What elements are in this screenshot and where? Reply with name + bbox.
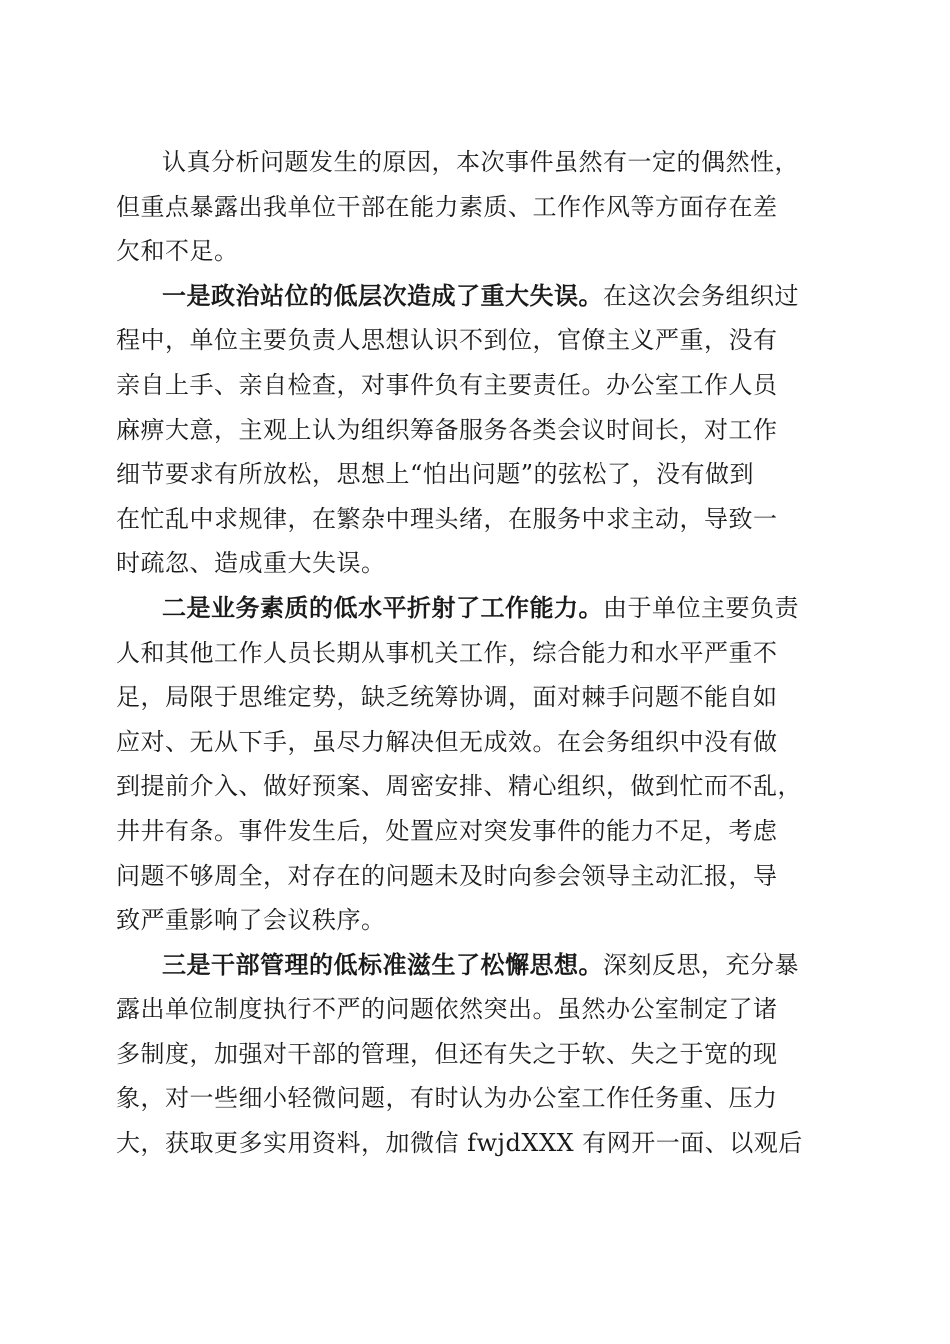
paragraph-4-line-1-text: 深刻反思，充分暴: [603, 950, 799, 979]
paragraph-4-heading: 三是干部管理的低标准滋生了松懈思想。: [162, 949, 603, 979]
paragraph-3-line-7: 问题不够周全，对存在的问题未及时向参会领导主动汇报，导: [116, 861, 778, 890]
paragraph-3-line-8: 致严重影响了会议秩序。: [116, 906, 386, 935]
paragraph-2-line-1: [116, 274, 836, 319]
paragraph-2-heading: 一是政治站位的低层次造成了重大失误。: [162, 280, 603, 310]
paragraph-2-line-1-text: 在这次会务组织过: [603, 281, 799, 310]
paragraph-2-line-2: 程中，单位主要负责人思想认识不到位，官僚主义严重，没有: [116, 326, 778, 355]
paragraph-4-line-5: 大，获取更多实用资料，加微信 fwjdXXX 有网开一面、以观后: [116, 1129, 803, 1158]
paragraph-3-line-2: 人和其他工作人员长期从事机关工作，综合能力和水平严重不: [116, 638, 778, 667]
paragraph-1-line-2: 但重点暴露出我单位干部在能力素质、工作作风等方面存在差: [116, 192, 778, 221]
paragraph-4-line-1: [116, 943, 836, 988]
paragraph-4-line-3: 多制度，加强对干部的管理，但还有失之于软、失之于宽的现: [116, 1039, 778, 1068]
paragraph-3-line-3: 足，局限于思维定势，缺乏统筹协调，面对棘手问题不能自如: [116, 683, 778, 712]
paragraph-3-line-5: 到提前介入、做好预案、周密安排、精心组织，做到忙而不乱，: [116, 772, 802, 801]
paragraph-2-line-6: 在忙乱中求规律，在繁杂中理头绪，在服务中求主动，导致一: [116, 504, 778, 533]
paragraph-1-line-1: 认真分析问题发生的原因，本次事件虽然有一定的偶然性，: [162, 148, 799, 176]
paragraph-3-heading: 二是业务素质的低水平折射了工作能力。: [162, 592, 603, 622]
paragraph-3-line-4: 应对、无从下手，虽尽力解决但无成效。在会务组织中没有做: [116, 727, 778, 756]
paragraph-2-line-5: 细节要求有所放松，思想上“怕出问题”的弦松了，没有做到: [116, 460, 755, 489]
paragraph-4-line-4: 象，对一些细小轻微问题，有时认为办公室工作任务重、压力: [116, 1084, 778, 1113]
paragraph-2-line-7: 时疏忽、造成重大失误。: [116, 549, 386, 578]
paragraph-3-line-6: 井井有条。事件发生后，处置应对突发事件的能力不足，考虑: [116, 816, 778, 845]
paragraph-3-line-1: [116, 586, 836, 631]
paragraph-2-line-4: 麻痹大意，主观上认为组织筹备服务各类会议时间长，对工作: [116, 415, 778, 444]
paragraph-1-line-3: 欠和不足。: [116, 237, 239, 266]
paragraph-4-line-2: 露出单位制度执行不严的问题依然突出。虽然办公室制定了诸: [116, 995, 778, 1024]
document-body: [116, 140, 836, 1166]
paragraph-3-line-1-text: 由于单位主要负责: [603, 593, 799, 622]
paragraph-2-line-3: 亲自上手、亲自检查，对事件负有主要责任。办公室工作人员: [116, 370, 778, 399]
